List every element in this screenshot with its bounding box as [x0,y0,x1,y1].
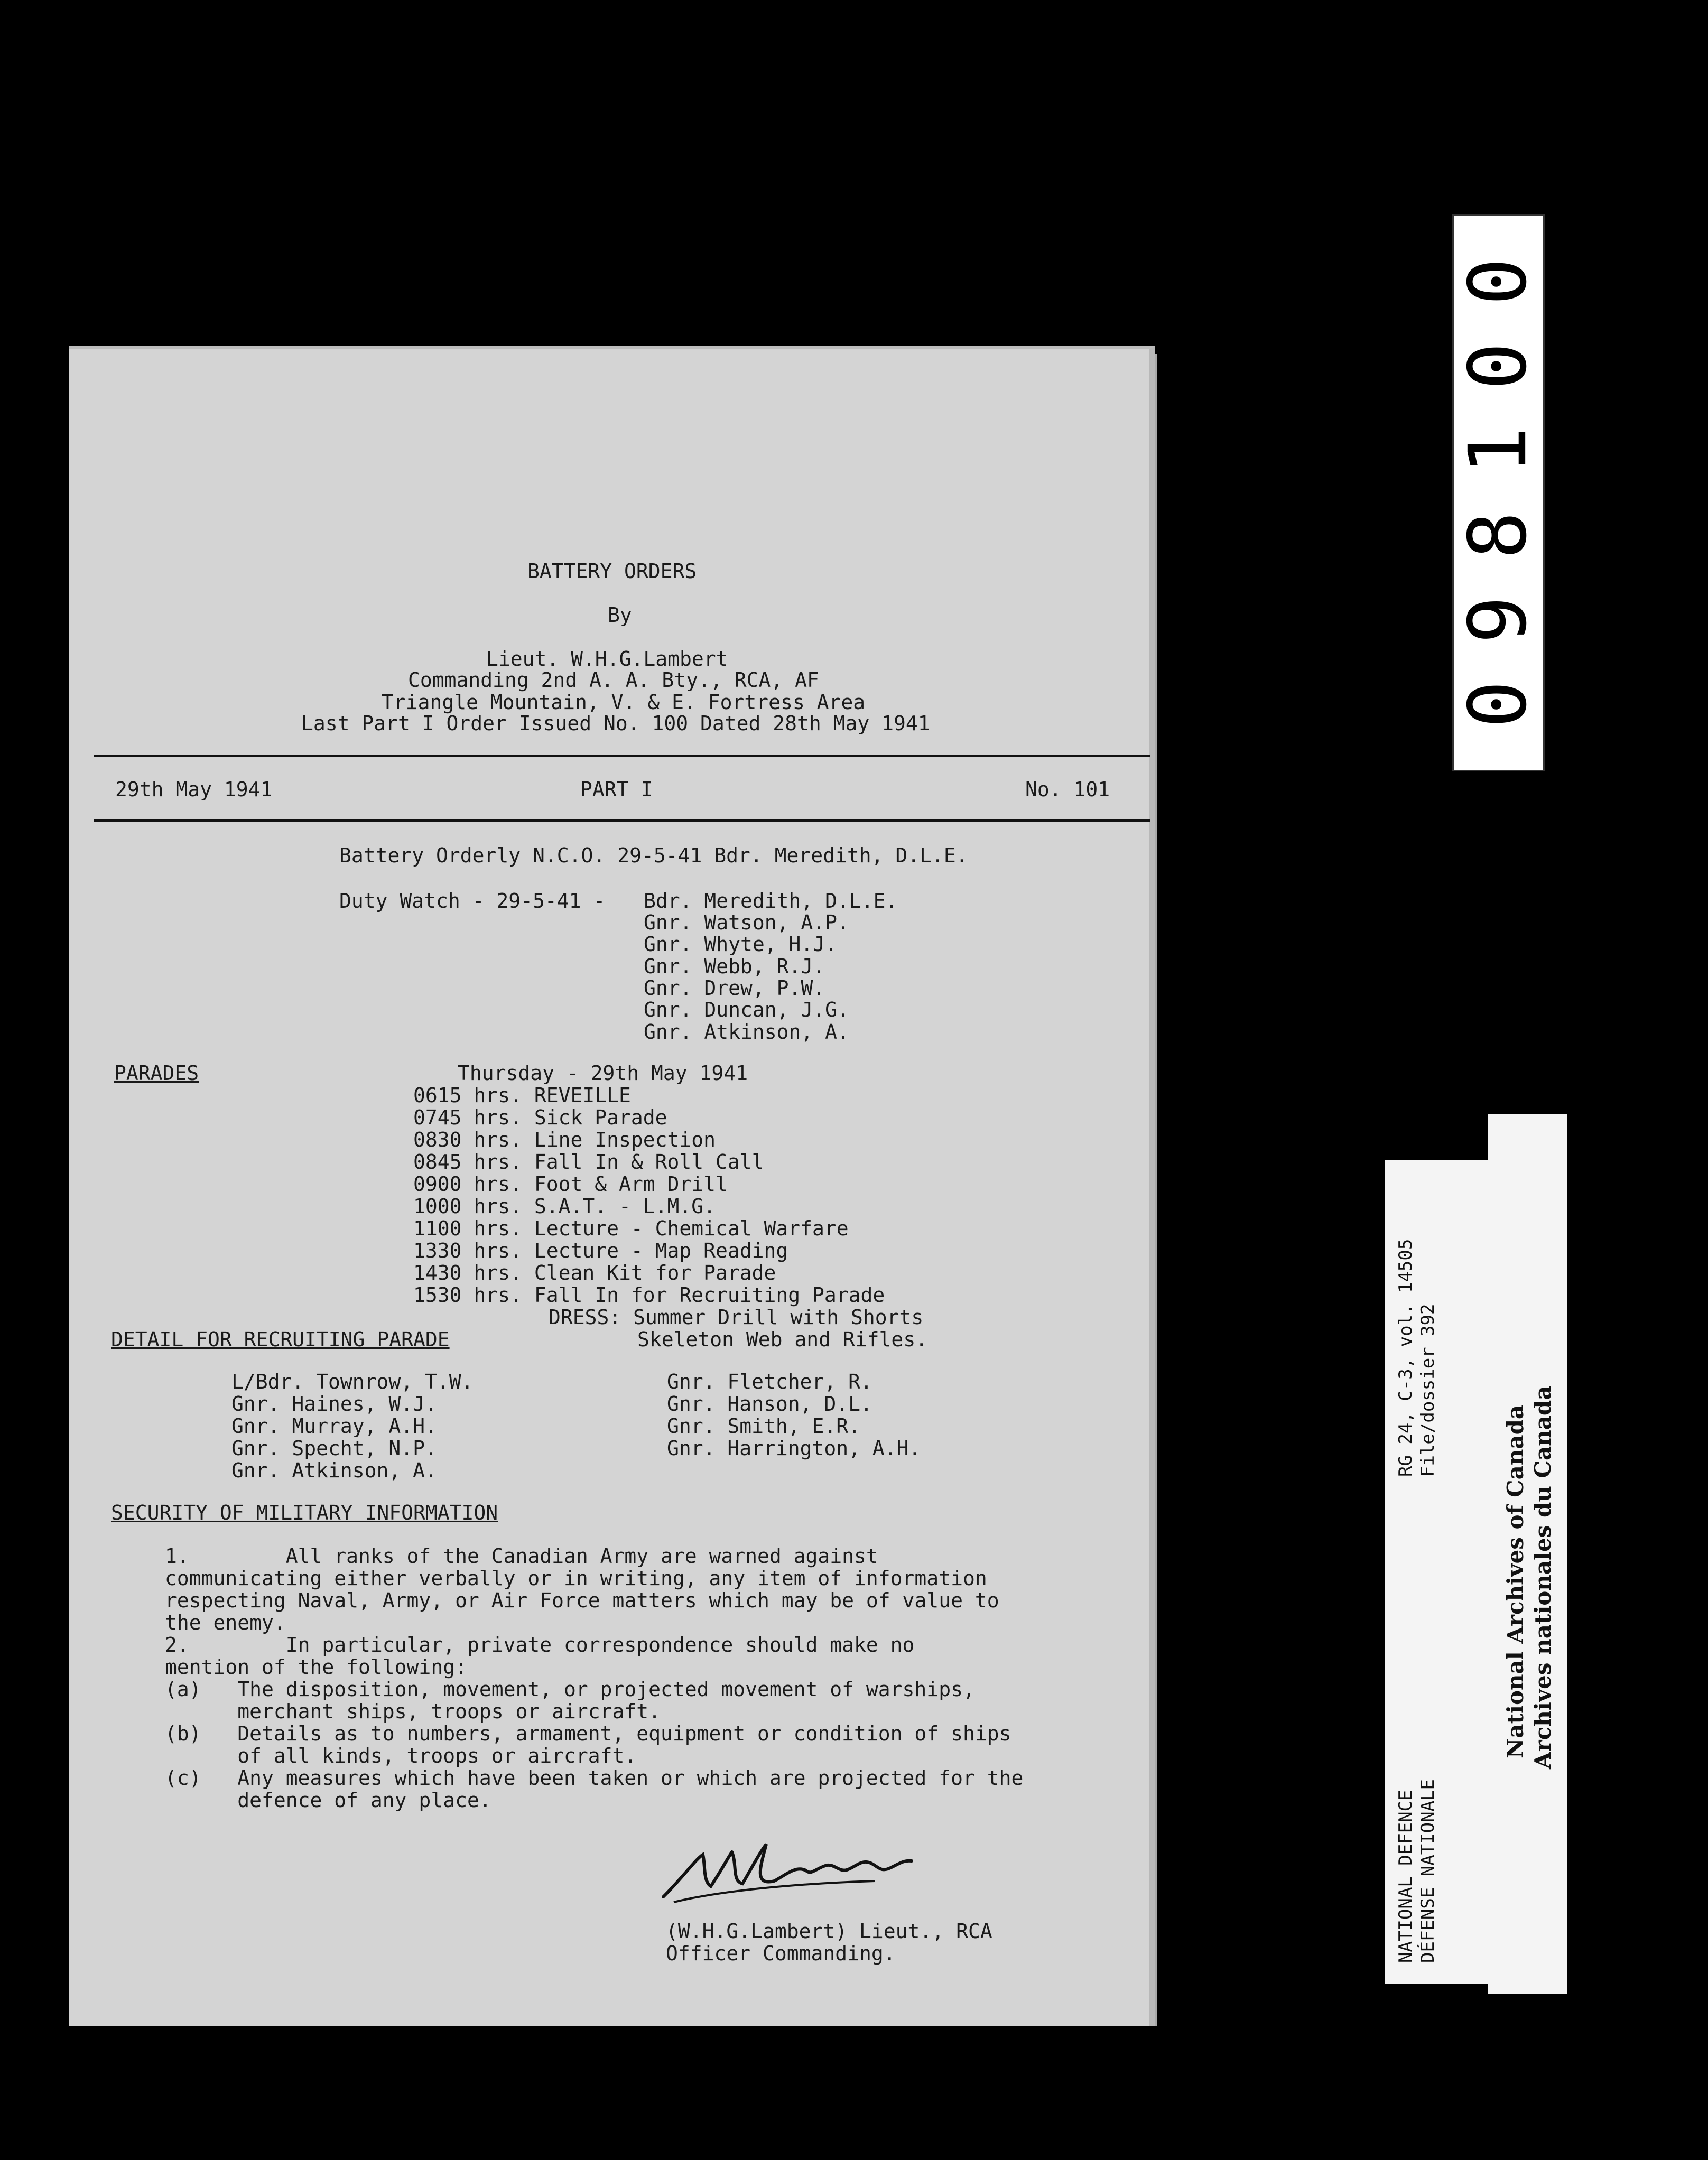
unit: hrs. [474,1195,522,1218]
officer-name: Lieut. W.H.G.Lambert [486,647,728,671]
security-line: mention of the following: [165,1655,467,1679]
unit: hrs. [474,1283,522,1307]
parades-heading: PARADES [114,1062,199,1085]
event: Lecture - Map Reading [534,1239,788,1262]
signatory-name: (W.H.G.Lambert) Lieut., RCA [666,1920,992,1943]
security-line: 2. In particular, private correspondence should make no [165,1633,915,1656]
list-item: Gnr. Whyte, H.J. [644,933,838,956]
unit: hrs. [474,1261,522,1284]
stamp-digit: 8 [1452,511,1545,559]
national-archives-en: National Archives of Canada [1502,1404,1528,1758]
unit: hrs. [474,1106,522,1129]
list-item: Gnr. Harrington, A.H. [667,1437,921,1460]
archive-dept-fr: DÉFENSE NATIONALE [1417,1779,1438,1963]
archive-ref-volume: RG 24, C-3, vol. 14505 [1395,1239,1416,1477]
handwritten-signature [653,1823,927,1907]
duty-watch-label: Duty Watch - 29-5-41 - [339,889,606,913]
signatory-title: Officer Commanding. [666,1942,896,1965]
security-line: the enemy. [165,1611,286,1634]
stamp-digit: 0 [1452,257,1545,305]
security-line: merchant ships, troops or aircraft. [165,1700,661,1723]
security-line: communicating either verbally or in writing, any item of information [165,1567,987,1590]
schedule-row [413,1196,716,1216]
time: 0615 [413,1084,462,1107]
schedule-row [413,1152,764,1172]
orderly-line: Battery Orderly N.C.O. 29-5-41 Bdr. Meredith, D.L.E. [339,844,968,867]
by-line: By [608,603,632,627]
list-item: Gnr. Atkinson, A. [644,1020,849,1044]
list-item: Gnr. Specht, N.P. [231,1437,437,1460]
time: 1100 [413,1217,462,1240]
national-archives-label [1488,1114,1567,1994]
unit: hrs. [474,1084,522,1107]
schedule-row [413,1174,728,1194]
list-item: Gnr. Duncan, J.G. [644,998,849,1021]
archive-reference-card [1385,1160,1489,1984]
frame-number-stamp [1452,214,1545,771]
schedule-row [413,1130,716,1150]
list-item: Gnr. Hanson, D.L. [667,1392,872,1416]
security-heading: SECURITY OF MILITARY INFORMATION [111,1501,498,1524]
stamp-digit: 9 [1452,595,1545,644]
event: Fall In for Recruiting Parade [534,1283,885,1307]
time: 0830 [413,1128,462,1151]
order-date: 29th May 1941 [115,778,273,801]
event: Lecture - Chemical Warfare [534,1217,849,1240]
header-rule-bottom [94,819,1150,822]
unit: hrs. [474,1128,522,1151]
time: 1330 [413,1239,462,1262]
list-item: L/Bdr. Townrow, T.W. [231,1370,474,1393]
recruiting-heading: DETAIL FOR RECRUITING PARADE [111,1328,450,1351]
event: Foot & Arm Drill [534,1172,728,1196]
last-order-line: Last Part I Order Issued No. 100 Dated 28th May 1941 [301,712,930,735]
list-item: Gnr. Smith, E.R. [667,1414,861,1438]
list-item: Gnr. Webb, R.J. [644,955,825,978]
schedule-row [413,1285,885,1305]
event: Clean Kit for Parade [534,1261,776,1284]
list-item: Gnr. Fletcher, R. [667,1370,872,1393]
time: 1000 [413,1195,462,1218]
event: S.A.T. - L.M.G. [534,1195,716,1218]
security-line: (c) Any measures which have been taken or which are projected for the [165,1766,1024,1790]
list-item: Gnr. Watson, A.P. [644,911,849,934]
time: 0745 [413,1106,462,1129]
security-line: defence of any place. [165,1789,491,1812]
schedule-row [413,1085,631,1105]
unit: hrs. [474,1239,522,1262]
security-line: respecting Naval, Army, or Air Force matters which may be of value to [165,1589,999,1612]
schedule-row [413,1107,667,1128]
time: 1530 [413,1283,462,1307]
stamp-digit: 1 [1452,426,1545,474]
time: 0900 [413,1172,462,1196]
archive-dept-en: NATIONAL DEFENCE [1395,1790,1416,1963]
commanding-line: Commanding 2nd A. A. Bty., RCA, AF [408,668,819,692]
dress-line-2: Skeleton Web and Rifles. [637,1328,928,1351]
time: 1430 [413,1261,462,1284]
schedule-row [413,1263,776,1283]
list-item: Gnr. Drew, P.W. [644,976,825,1000]
time: 0845 [413,1150,462,1174]
unit: hrs. [474,1150,522,1174]
event: Sick Parade [534,1106,667,1129]
list-item: Bdr. Meredith, D.L.E. [644,889,898,913]
unit: hrs. [474,1172,522,1196]
list-item: Gnr. Atkinson, A. [231,1459,437,1482]
document-title: BATTERY ORDERS [527,560,697,583]
order-part: PART I [580,778,653,801]
order-number: No. 101 [1025,778,1110,801]
list-item: Gnr. Haines, W.J. [231,1392,437,1416]
security-line: of all kinds, troops or aircraft. [165,1744,637,1767]
list-item: Gnr. Murray, A.H. [231,1414,437,1438]
event: Fall In & Roll Call [534,1150,764,1174]
unit: hrs. [474,1217,522,1240]
stamp-digit: 0 [1452,342,1545,390]
schedule-row [413,1241,788,1261]
stamp-digit: 0 [1452,680,1545,728]
dress-line-1: DRESS: Summer Drill with Shorts [549,1306,924,1329]
location-line: Triangle Mountain, V. & E. Fortress Area [382,691,866,714]
event: REVEILLE [534,1084,631,1107]
security-line: (b) Details as to numbers, armament, equipment or condition of ships [165,1722,1011,1745]
security-line: (a) The disposition, movement, or projected movement of warships, [165,1678,975,1701]
archive-ref-file: File/dossier 392 [1417,1304,1438,1477]
schedule-row [413,1218,849,1239]
event: Line Inspection [534,1128,716,1151]
header-rule-top [94,755,1150,757]
security-line: 1. All ranks of the Canadian Army are warned against [165,1544,878,1568]
parade-day: Thursday - 29th May 1941 [458,1062,748,1085]
national-archives-fr: Archives nationales du Canada [1530,1385,1556,1769]
